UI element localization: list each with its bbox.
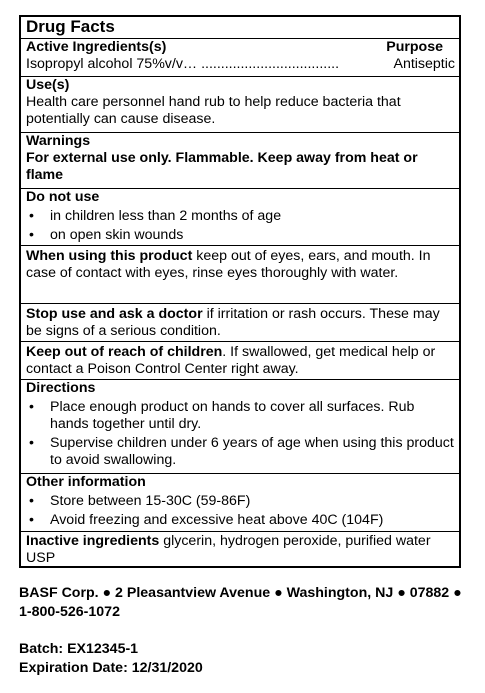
do-not-use-heading: Do not use xyxy=(26,189,100,205)
active-ingredient: Isopropyl alcohol 75%v/v… ................................... xyxy=(26,56,340,72)
purpose-heading: Purpose xyxy=(386,39,443,55)
expiration-date: Expiration Date: 12/31/2020 xyxy=(19,660,203,676)
drug-facts-panel xyxy=(19,15,461,568)
bullet-icon: • xyxy=(29,493,34,509)
bullet-icon: • xyxy=(29,227,34,243)
uses-text: Health care personnel hand rub to help reduce bacteria that potentially can cause disease. xyxy=(26,94,401,127)
uses-heading: Use(s) xyxy=(26,77,70,93)
drug-facts-header xyxy=(21,17,459,39)
inactive-ingredients-text: Inactive ingredients glycerin, hydrogen peroxide, purified water USP xyxy=(26,533,431,566)
manufacturer-info: BASF Corp. ● 2 Pleasantview Avenue ● Washington, NJ ● 07882 ● 1-800-526-1072 xyxy=(19,585,462,620)
active-ingredients-section xyxy=(21,39,459,77)
other-information-item: • Avoid freezing and excessive heat above 40C (104F) xyxy=(29,512,384,528)
other-information-item: • Store between 15-30C (59-86F) xyxy=(29,493,251,509)
directions-heading: Directions xyxy=(26,380,96,396)
warnings-text: For external use only. Flammable. Keep away from heat or flame xyxy=(26,150,418,183)
when-using-text: When using this product keep out of eyes, ears, and mouth. In case of contact with eyes, rinse eyes thoroughly with water. xyxy=(26,248,431,281)
inactive-ingredients-section xyxy=(21,532,459,568)
when-using-section xyxy=(21,246,459,304)
other-information-section xyxy=(21,474,459,532)
uses-section xyxy=(21,77,459,133)
bullet-icon: • xyxy=(29,399,34,415)
warnings-section xyxy=(21,133,459,189)
purpose-value: Antiseptic xyxy=(393,56,455,72)
active-ingredients-heading: Active Ingredients(s) xyxy=(26,39,167,55)
drug-facts-title: Drug Facts xyxy=(26,17,115,36)
directions-item: • Supervise children under 6 years of age when using this product to avoid swallowing. xyxy=(29,435,454,468)
warnings-heading: Warnings xyxy=(26,133,91,149)
other-information-heading: Other information xyxy=(26,474,146,490)
directions-section xyxy=(21,380,459,474)
keep-out-text: Keep out of reach of children. If swallowed, get medical help or contact a Poison Control Center right away. xyxy=(26,344,436,377)
keep-out-section xyxy=(21,342,459,380)
batch-number: Batch: EX12345-1 xyxy=(19,641,139,657)
do-not-use-item: • in children less than 2 months of age xyxy=(29,208,282,224)
stop-use-section xyxy=(21,304,459,342)
bullet-icon: • xyxy=(29,208,34,224)
bullet-icon: • xyxy=(29,435,34,451)
do-not-use-item: • on open skin wounds xyxy=(29,227,184,243)
directions-item: • Place enough product on hands to cover all surfaces. Rub hands together until dry. xyxy=(29,399,415,432)
bullet-icon: • xyxy=(29,512,34,528)
stop-use-text: Stop use and ask a doctor if irritation or rash occurs. These may be signs of a serious condition. xyxy=(26,306,440,339)
do-not-use-section xyxy=(21,189,459,246)
